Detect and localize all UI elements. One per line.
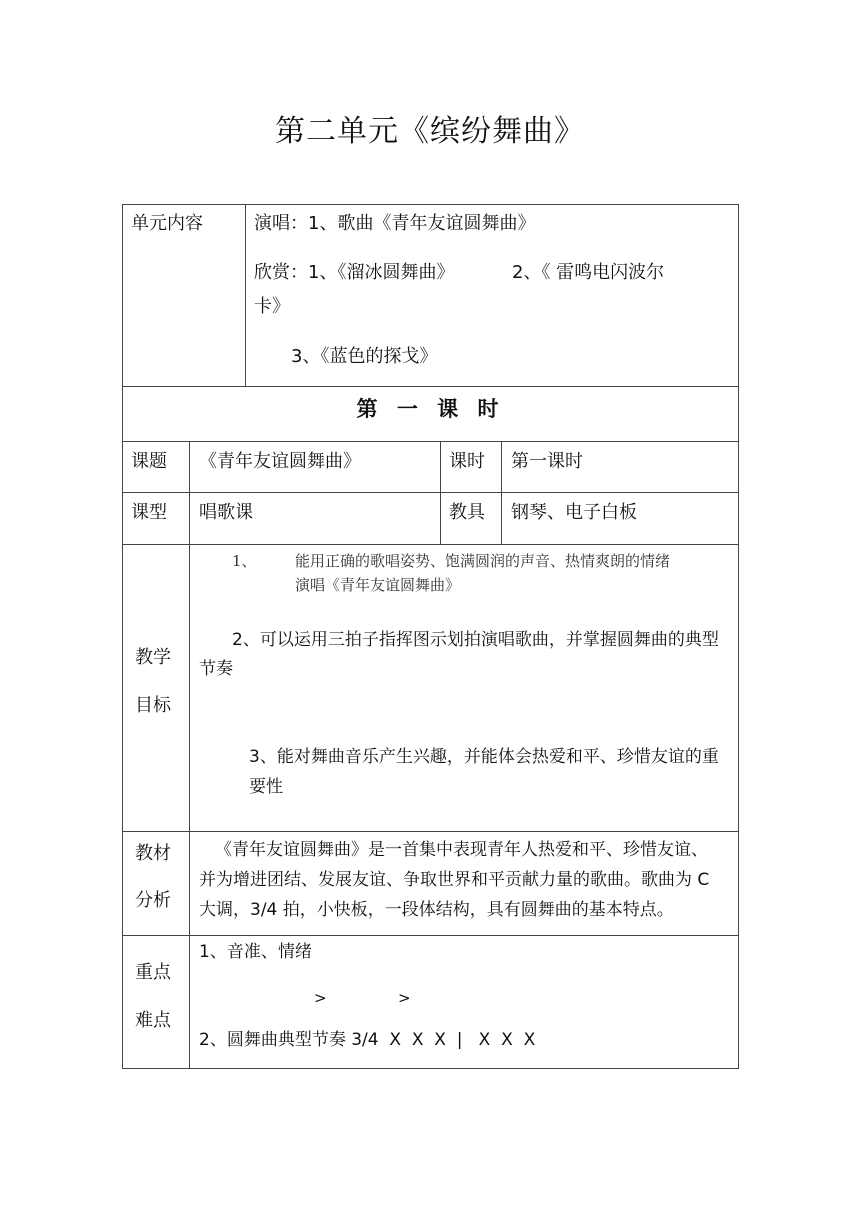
unit-appreciate-item-3: 3、《蓝色的探戈》 bbox=[291, 346, 438, 367]
analysis-label-line1: 教材 bbox=[135, 843, 171, 864]
type-value: 唱歌课 bbox=[199, 502, 253, 523]
document-title: 第二单元《缤纷舞曲》 bbox=[275, 114, 585, 149]
goal-2-line1: 2、可以运用三拍子指挥图示划拍演唱歌曲，并掌握圆舞曲的典型 bbox=[232, 630, 719, 650]
table-border-top bbox=[122, 204, 739, 205]
unit-appreciate-item-2: 2、《 雷鸣电闪波尔 bbox=[512, 262, 665, 283]
goal-2-line2: 节奏 bbox=[199, 659, 233, 679]
goal-3-line2: 要性 bbox=[249, 777, 283, 797]
unit-appreciate-item-1: 欣赏：1、《溜冰圆舞曲》 bbox=[254, 262, 455, 283]
period-value: 第一课时 bbox=[511, 451, 583, 472]
goal-1-line2: 演唱《青年友谊圆舞曲》 bbox=[295, 576, 461, 594]
table-divider bbox=[122, 386, 739, 387]
key-points-label-line2: 难点 bbox=[135, 1010, 171, 1031]
table-divider bbox=[501, 441, 502, 544]
table-divider bbox=[440, 441, 441, 544]
analysis-text-line3: 大调，3/4 拍，小快板，一段体结构，具有圆舞曲的基本特点。 bbox=[199, 900, 674, 920]
key-point-1: 1、音准、情绪 bbox=[199, 942, 312, 962]
period-label: 课时 bbox=[449, 451, 485, 472]
analysis-text-line1: 《青年友谊圆舞曲》是一首集中表现青年人热爱和平、珍惜友谊、 bbox=[215, 840, 708, 860]
type-label: 课型 bbox=[131, 502, 167, 523]
table-divider bbox=[122, 544, 739, 545]
unit-appreciate-item-2-cont: 卡》 bbox=[254, 296, 290, 317]
topic-value: 《青年友谊圆舞曲》 bbox=[199, 451, 361, 472]
table-divider bbox=[189, 441, 190, 1068]
accent-mark: > bbox=[398, 989, 411, 1007]
goal-1-line1: 能用正确的歌唱姿势、饱满圆润的声音、热情爽朗的情绪 bbox=[295, 552, 671, 570]
table-border-right bbox=[738, 204, 739, 1069]
table-border-bottom bbox=[122, 1068, 739, 1069]
table-divider bbox=[122, 492, 739, 493]
unit-sing-item: 演唱：1、歌曲《青年友谊圆舞曲》 bbox=[254, 213, 536, 234]
unit-content-label: 单元内容 bbox=[131, 213, 203, 234]
goal-3-line1: 3、能对舞曲音乐产生兴趣，并能体会热爱和平、珍惜友谊的重 bbox=[249, 747, 719, 767]
tools-label: 教具 bbox=[449, 502, 485, 523]
lesson-header: 第 一 课 时 bbox=[356, 397, 505, 421]
topic-label: 课题 bbox=[131, 451, 167, 472]
tools-value: 钢琴、电子白板 bbox=[511, 502, 637, 523]
key-points-label-line1: 重点 bbox=[135, 962, 171, 983]
goals-label-line2: 目标 bbox=[135, 695, 171, 716]
table-divider bbox=[122, 935, 739, 936]
goal-1-number: 1、 bbox=[232, 552, 257, 570]
table-divider bbox=[122, 831, 739, 832]
analysis-text-line2: 并为增进团结、发展友谊、争取世界和平贡献力量的歌曲。歌曲为 C bbox=[199, 870, 710, 890]
table-divider bbox=[122, 441, 739, 442]
analysis-label-line2: 分析 bbox=[135, 890, 171, 911]
table-divider bbox=[245, 204, 246, 386]
key-point-2-rhythm: 2、圆舞曲典型节奏 3/4 X X X | X X X bbox=[199, 1030, 536, 1050]
accent-mark: > bbox=[314, 989, 327, 1007]
table-border-left bbox=[122, 204, 123, 1069]
goals-label-line1: 教学 bbox=[135, 647, 171, 668]
